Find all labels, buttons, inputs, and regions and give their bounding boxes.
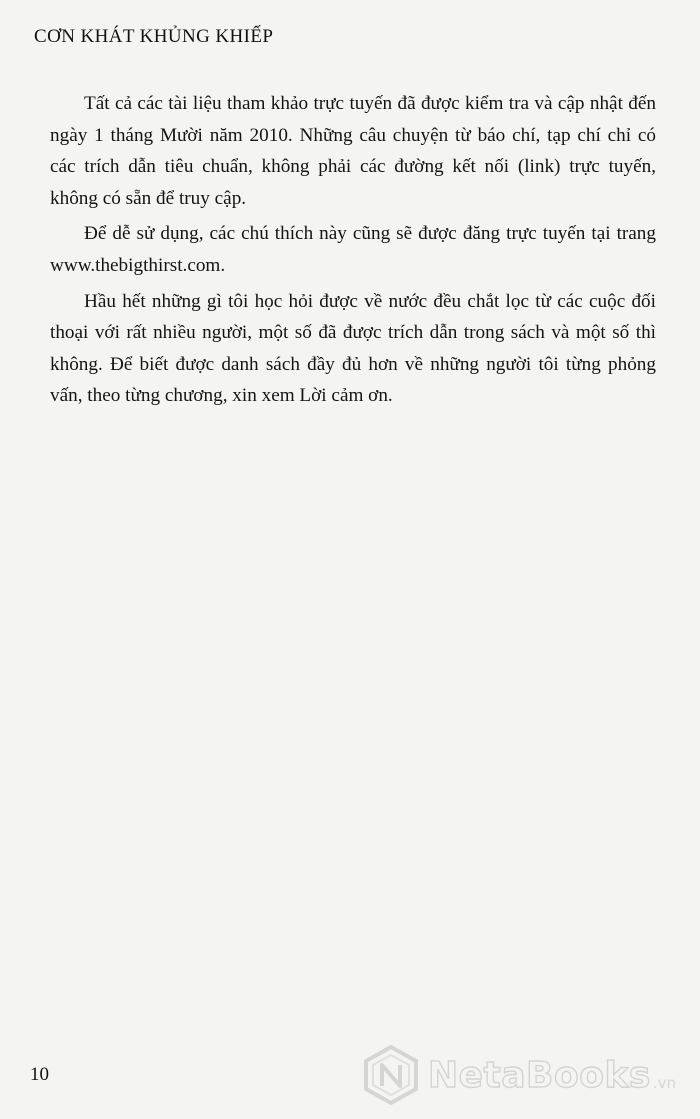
watermark [362, 1040, 676, 1110]
watermark-brand: NetaBooks [428, 1054, 651, 1096]
watermark-suffix: .vn [652, 1074, 676, 1092]
page-number: 10 [30, 1064, 49, 1085]
body-text [50, 88, 656, 416]
running-head-title: CƠN KHÁT KHỦNG KHIẾP [34, 26, 274, 47]
hexagon-n-logo-icon [362, 1044, 420, 1106]
paragraph-3: Hầu hết những gì tôi học hỏi được về nước đều chắt lọc từ các cuộc đối thoại với rất nhiều người, một số đã được trích dẫn trong sách và một số thì không. Để biết được danh sách đầy đủ hơn về những người tôi từng phỏng vấn, theo từng chương, xin xem Lời cảm ơn. [50, 290, 656, 407]
paragraph-2: Để dễ sử dụng, các chú thích này cũng sẽ được đăng trực tuyến tại trang www.thebigthirst.com. [50, 223, 656, 276]
paragraph-1: Tất cả các tài liệu tham khảo trực tuyến đã được kiểm tra và cập nhật đến ngày 1 tháng Mười năm 2010. Những câu chuyện từ báo chí, tạp chí chỉ có các trích dẫn tiêu chuẩn, không phải các đường kết nối (link) trực tuyến, không có sẵn để truy cập. [50, 93, 656, 209]
